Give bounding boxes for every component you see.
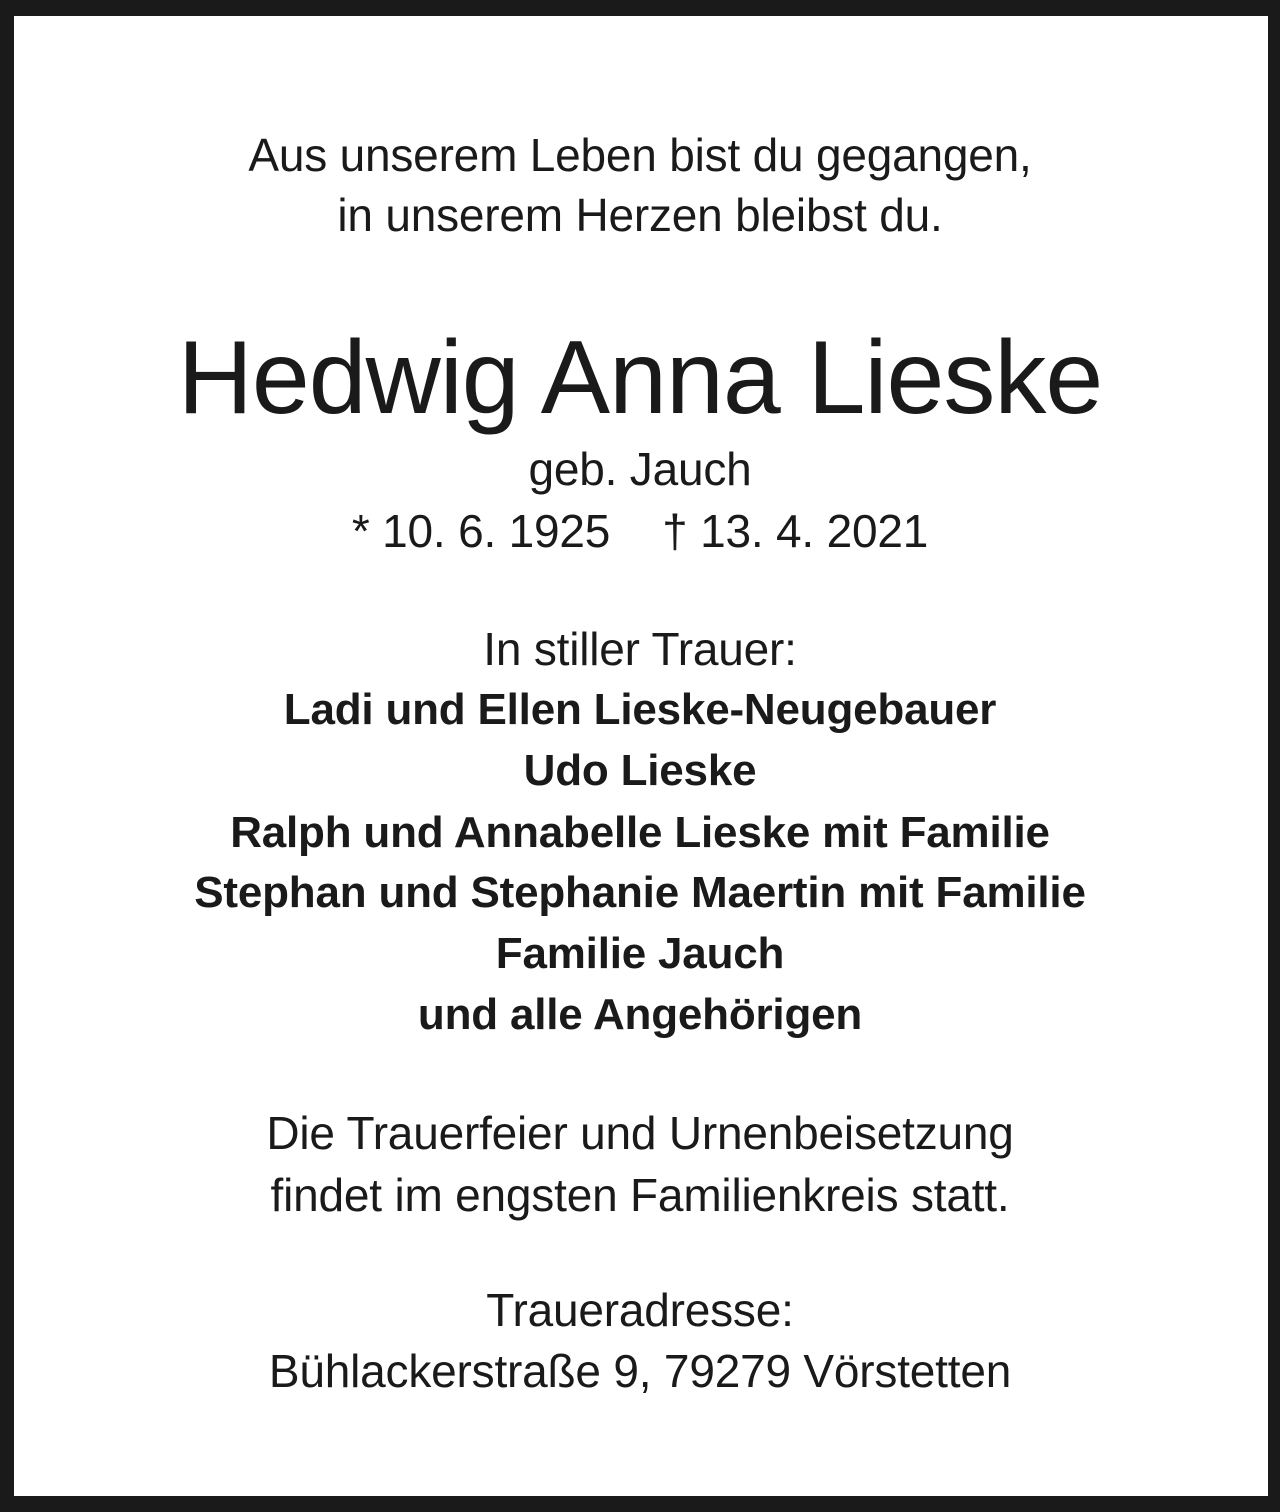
mourner-name: Stephan und Stephanie Maertin mit Familie [194, 868, 1086, 917]
life-dates [0, 505, 1280, 557]
address-label: Traueradresse: [486, 1284, 794, 1336]
deceased-name: Hedwig Anna Lieske [177, 320, 1103, 436]
mourner-name: Udo Lieske [523, 746, 757, 795]
maiden-name: geb. Jauch [528, 443, 752, 495]
ceremony-line-2: findet im engsten Familienkreis statt. [270, 1169, 1010, 1221]
birth-date: * 10. 6. 1925 [351, 505, 611, 557]
motto-line-2: in unserem Herzen bleibst du. [337, 189, 943, 241]
motto-line-1: Aus unserem Leben bist du gegangen, [248, 129, 1032, 181]
death-date: † 13. 4. 2021 [662, 505, 929, 557]
mourners-intro: In stiller Trauer: [483, 623, 797, 675]
ceremony-line-1: Die Trauerfeier und Urnenbeisetzung [266, 1107, 1014, 1159]
address-value: Bühlackerstraße 9, 79279 Vörstetten [268, 1345, 1012, 1397]
mourner-name: Familie Jauch [495, 929, 785, 978]
mourner-name: Ralph und Annabelle Lieske mit Familie [230, 808, 1050, 857]
mourner-name: Ladi und Ellen Lieske-Neugebauer [283, 685, 997, 734]
mourner-name: und alle Angehörigen [417, 990, 863, 1039]
